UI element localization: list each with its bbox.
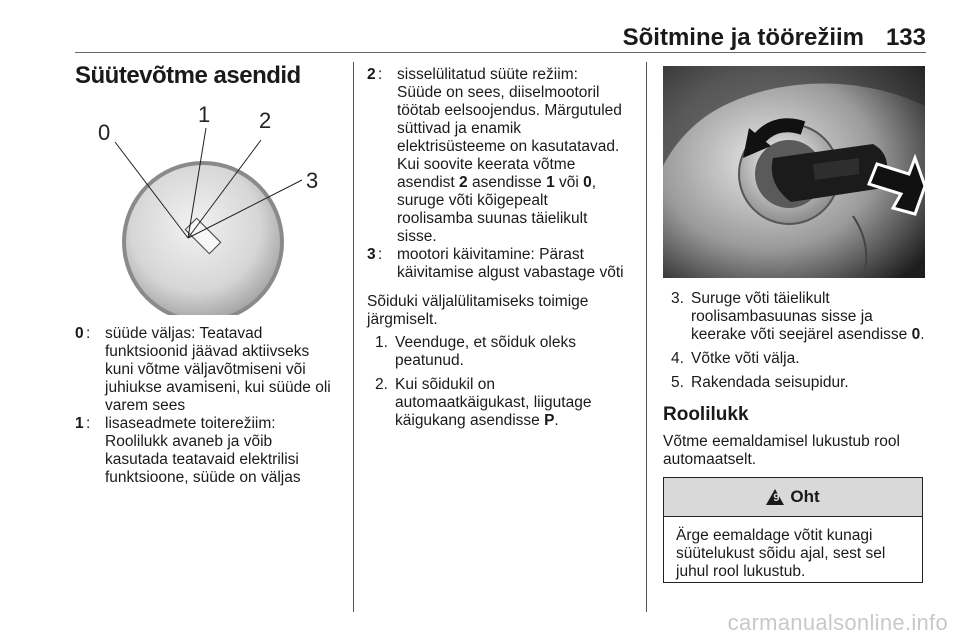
running-header-title: Sõitmine ja töörežiim xyxy=(622,24,864,51)
label-position-0: 0 xyxy=(98,120,111,145)
danger-box xyxy=(663,477,923,583)
definition-position-1: 1 : lisaseadmete toiterežiim: Roolilukk avaneb ja võib kasutada teatavaid elektrilisi funktsioone, süüde on väljas xyxy=(75,415,301,486)
warning-triangle-icon: 9 xyxy=(766,489,784,505)
position-definitions-mid xyxy=(367,66,642,282)
danger-title: Oht xyxy=(790,487,820,506)
list-item: 1. Veenduge, et sõiduk oleks peatunud. xyxy=(375,334,576,369)
switch-off-steps-1-2 xyxy=(367,334,642,436)
list-item: 5. Rakendada seisupidur. xyxy=(671,374,849,391)
column-divider-2 xyxy=(646,62,647,612)
section-title: Süütevõtme asendid xyxy=(75,62,301,89)
watermark: carmanualsonline.info xyxy=(727,610,948,635)
list-item: 2. Kui sõidukil on automaatkäigukast, liigutage käigukang asendisse P. xyxy=(375,376,592,429)
ignition-key-photo xyxy=(663,66,925,278)
line-with-positions: asendist 2 asendisse 1 või 0, xyxy=(397,174,597,191)
ignition-positions-diagram xyxy=(85,100,335,315)
definition-position-0: 0 : süüde väljas: Teatavad funktsioonid jäävad aktiivseks kuni võtme väljavõtmiseni või juhiukse avamiseni, kui süüde oli varem sees xyxy=(75,325,331,414)
position-definitions-left xyxy=(75,325,347,487)
list-item: 3. Suruge võti täielikult roolisambasuunas sisse ja keerake võti seejärel asendisse 0. xyxy=(671,290,925,343)
definition-position-2: 2 : sisselülitatud süüte režiim: Süüde on sees, diiselmootoril töötab eelsoojendus. Märgutuled süttivad ja enamik elektrisüsteeme on kasutatavad. Kui soovite keerata võtme asendist 2 asendisse 1 või 0, suruge võti kõigepealt roolisamba suunas täielikult sisse. xyxy=(367,66,642,246)
label-position-3: 3 xyxy=(306,168,319,193)
danger-box-header xyxy=(664,478,922,517)
definition-position-3: 3 : mootori käivitamine: Pärast käivitamise algust vabastage võti xyxy=(367,246,624,281)
label-position-2: 2 xyxy=(259,108,272,133)
steering-lock-text: Võtme eemaldamisel lukustub rool automaatselt. xyxy=(663,433,900,468)
page-number: 133 xyxy=(885,24,926,51)
list-item: 4. Võtke võti välja. xyxy=(671,350,800,367)
header-rule xyxy=(75,52,926,53)
switch-off-intro: Sõiduki väljalülitamiseks toimige järgmiselt. xyxy=(367,293,589,328)
switch-off-steps-3-5 xyxy=(663,290,928,398)
danger-text: Ärge eemaldage võtit kunagi süütelukust sõidu ajal, sest sel juhul rool lukustub. xyxy=(676,527,886,580)
label-position-1: 1 xyxy=(198,102,211,127)
column-divider-1 xyxy=(353,62,354,612)
steering-lock-heading: Roolilukk xyxy=(663,404,749,425)
